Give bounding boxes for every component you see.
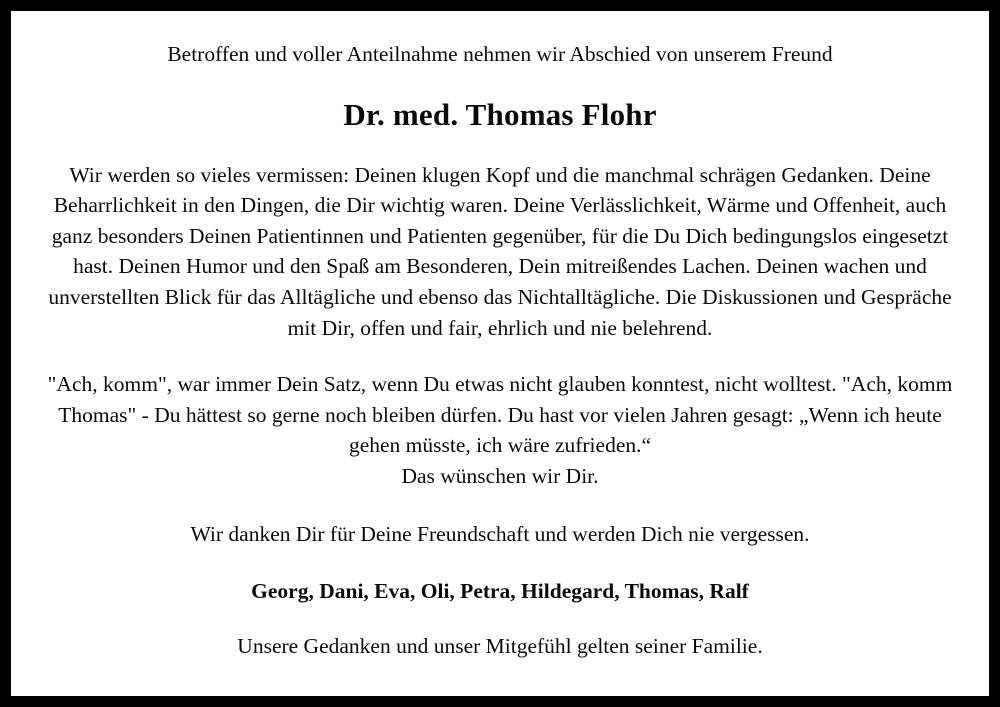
thanks-line: Wir danken Dir für Deine Freundschaft und werden Dich nie vergessen.: [190, 522, 810, 547]
signers-list: Georg, Dani, Eva, Oli, Petra, Hildegard, Thomas, Ralf: [251, 579, 749, 604]
tribute-paragraph-1: Wir werden so vieles vermissen: Deinen klugen Kopf und die manchmal schrägen Gedanken. Deine Beharrlichkeit in den Dingen, die Dir wichtig waren. Deine Verlässlichkeit, Wärme und Offenheit, auch ganz besonders Deinen Patientinnen und Patienten gegenüber, für die Du Dich bedingungslos eingesetzt hast. Deinen Humor und den Spaß am Besonderen, Dein mitreißendes Lachen. Deinen wachen und unverstellten Blick für das Alltägliche und ebenso das Nichtalltägliche. Die Diskussionen und Gespräche mit Dir, offen und fair, ehrlich und nie belehrend.: [48, 162, 952, 340]
intro-line: Betroffen und voller Anteilnahme nehmen wir Abschied von unserem Freund: [167, 42, 833, 66]
wish-line: Das wünschen wir Dir.: [401, 463, 599, 488]
deceased-name: Dr. med. Thomas Flohr: [343, 96, 657, 132]
tribute-paragraph-2: "Ach, komm", war immer Dein Satz, wenn Du etwas nicht glauben konntest, nicht wolltest. "Ach, komm Thomas" - Du hättest so gerne noch bleiben dürfen. Du hast vor vielen Jahren gesagt: „Wenn ich heute gehen müsste, ich wäre zufrieden.“: [47, 372, 953, 458]
closing-line: Unsere Gedanken und unser Mitgefühl gelten seiner Familie.: [237, 634, 763, 659]
